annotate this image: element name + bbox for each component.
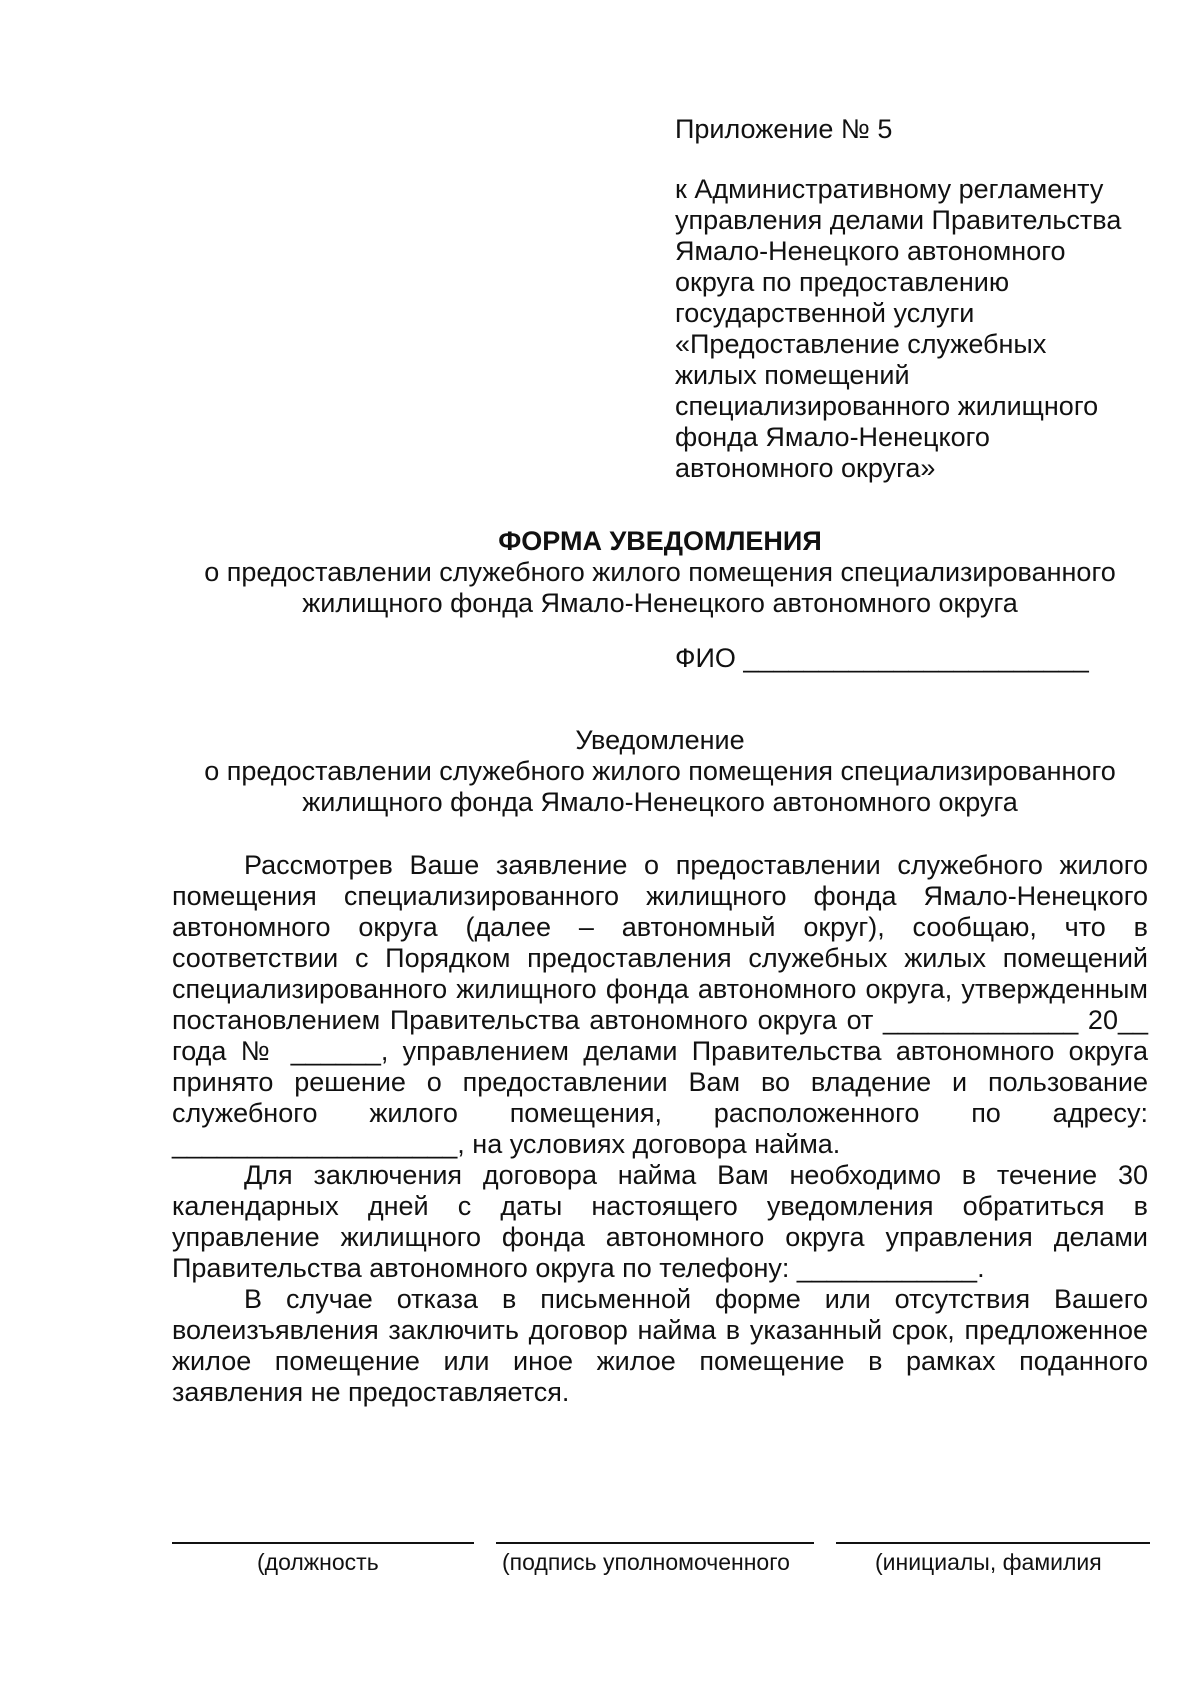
notification-heading: Уведомление [575, 725, 745, 755]
appendix-line: «Предоставление служебных [675, 329, 1047, 359]
body-paragraph-2: Для заключения договора найма Вам необходимо в течение 30 календарных дней с даты настоящего уведомления обратиться в управление жилищного фонда автономного округа управления делами Правительства автономного округа по телефону: ____________. [172, 1160, 1148, 1283]
appendix-line: управления делами Правительства [675, 205, 1122, 235]
appendix-line: к Административному регламенту [675, 174, 1104, 204]
signature-line-name [836, 1542, 1150, 1544]
appendix-line: жилых помещений [675, 360, 910, 390]
appendix-regulation [675, 174, 1145, 484]
notification-body [172, 850, 1148, 1408]
signature-label-position: (должность [257, 1549, 379, 1575]
signature-line-position [172, 1542, 474, 1544]
appendix-line: Ямало-Ненецкого автономного [675, 236, 1066, 266]
appendix-line: государственной услуги [675, 298, 975, 328]
appendix-line: специализированного жилищного [675, 391, 1099, 421]
body-paragraph-3: В случае отказа в письменной форме или отсутствия Вашего волеизъявления заключить договор найма в указанный срок, предложенное жилое помещение или иное жилое помещение в рамках поданного заявления не предоставляется. [172, 1284, 1148, 1407]
body-paragraph-1: Рассмотрев Ваше заявление о предоставлении служебного жилого помещения специализированного жилищного фонда Ямало-Ненецкого автономного округа (далее – автономный округ), сообщаю, что в соответствии с Порядком предоставления служебных жилых помещений специализированного жилищного фонда автономного округа, утвержденным постановлением Правительства автономного округа от _____________ 20__ года № ______, управлением делами Правительства автономного округа принято решение о предоставлении Вам во владение и пользование служебного жилого помещения, расположенного по адресу: ___________________, на условиях договора найма. [172, 850, 1148, 1159]
appendix-line: автономного округа» [675, 453, 936, 483]
form-subtitle: о предоставлении служебного жилого помещения специализированного жилищного фонда Ямало-Ненецкого автономного округа [204, 557, 1116, 618]
appendix-number: Приложение № 5 [675, 114, 893, 144]
notification-title-block [170, 725, 1150, 818]
fio-field: ФИО _______________________ [675, 643, 1089, 673]
signature-label-signature: (подпись уполномоченного [502, 1549, 790, 1575]
appendix-block [675, 114, 1145, 484]
appendix-line: фонда Ямало-Ненецкого [675, 422, 990, 452]
appendix-line: округа по предоставлению [675, 267, 1010, 297]
signature-line-signature [496, 1542, 814, 1544]
form-heading: ФОРМА УВЕДОМЛЕНИЯ [498, 526, 822, 556]
signature-label-name: (инициалы, фамилия [875, 1549, 1102, 1575]
form-title-block [170, 526, 1150, 619]
notification-subtitle: о предоставлении служебного жилого помещения специализированного жилищного фонда Ямало-Ненецкого автономного округа [204, 756, 1116, 817]
